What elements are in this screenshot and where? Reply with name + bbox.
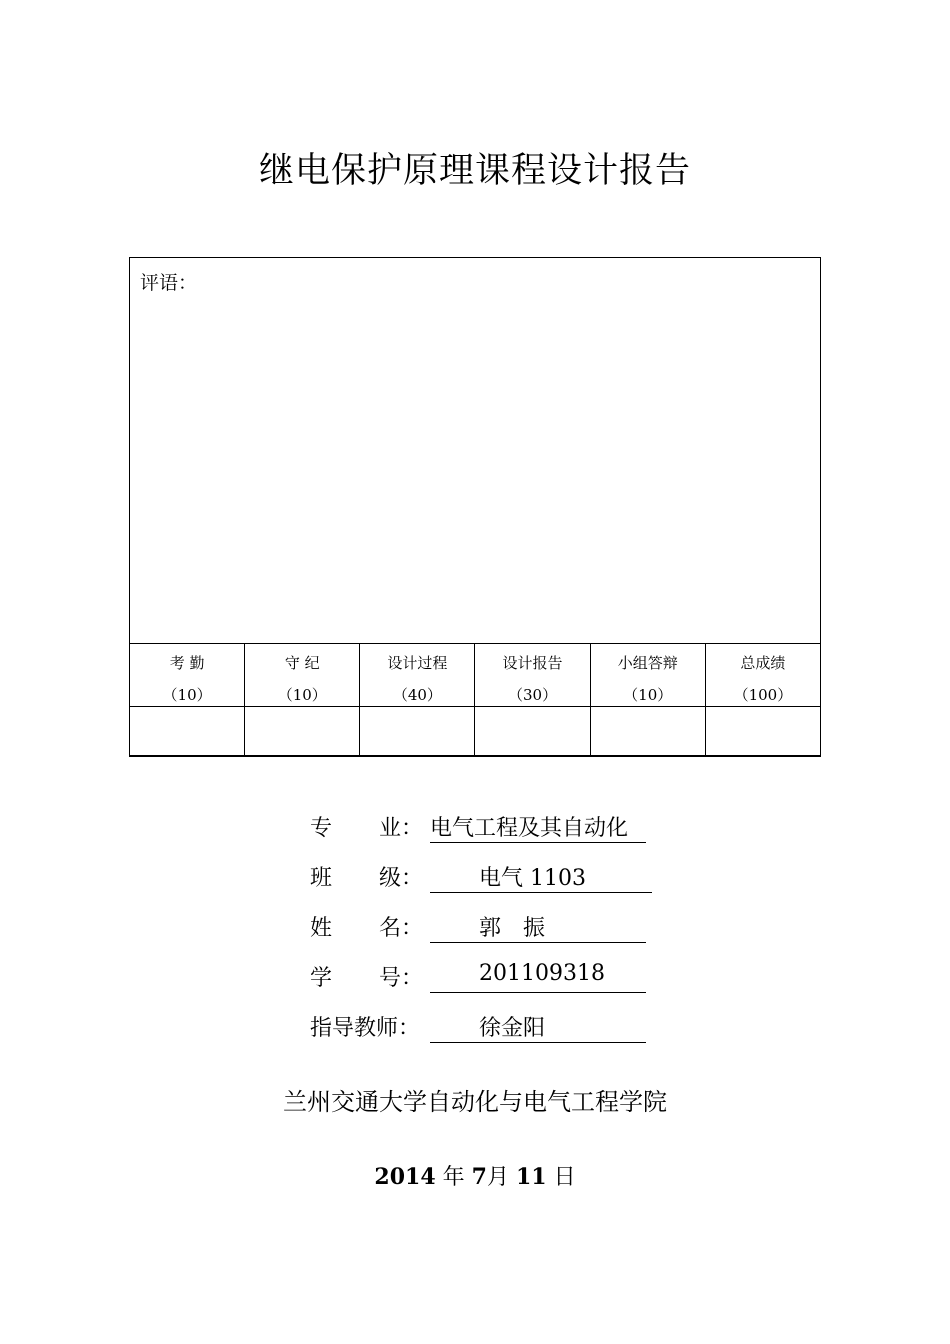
score-cell-report [475, 707, 590, 756]
grading-box [129, 257, 821, 757]
date-year-unit: 年 [442, 1165, 465, 1190]
score-cell-attendance [130, 707, 245, 756]
report-title: 继电保护原理课程设计报告 [258, 151, 691, 191]
date-day-unit: 日 [553, 1165, 576, 1190]
class-label: 班 级： [310, 866, 424, 891]
student-id-label: 学 号： [310, 966, 424, 991]
score-header-defense: 小组答辩 （10） [590, 644, 705, 707]
class-value: 电气 1103 [430, 861, 652, 893]
score-cell-discipline [245, 707, 360, 756]
date-day: 11 [515, 1164, 547, 1190]
student-id-value: 201109318 [430, 961, 646, 993]
comment-label: 评语： [140, 272, 198, 294]
date-month-unit: 月 [486, 1165, 509, 1190]
school-name: 兰州交通大学自动化与电气工程学院 [283, 1088, 667, 1116]
score-cell-defense [590, 707, 705, 756]
date-month: 7 [471, 1164, 487, 1190]
name-value: 郭 振 [430, 911, 646, 943]
score-cell-total [705, 707, 820, 756]
score-header-discipline: 守 纪 （10） [245, 644, 360, 707]
score-header-total: 总成绩 （100） [705, 644, 820, 707]
score-header-process: 设计过程 （40） [360, 644, 475, 707]
score-header-row [130, 644, 821, 707]
score-value-row [130, 707, 821, 756]
score-cell-process [360, 707, 475, 756]
advisor-value: 徐金阳 [430, 1011, 646, 1043]
major-value: 电气工程及其自动化 [430, 811, 646, 843]
report-date [0, 1160, 950, 1191]
date-year: 2014 [374, 1164, 436, 1190]
advisor-label: 指导教师： [310, 1016, 421, 1041]
score-header-attendance: 考 勤 （10） [130, 644, 245, 707]
major-label: 专 业： [310, 816, 424, 841]
name-label: 姓 名： [310, 916, 424, 941]
score-table [129, 643, 821, 756]
score-header-report: 设计报告 （30） [475, 644, 590, 707]
